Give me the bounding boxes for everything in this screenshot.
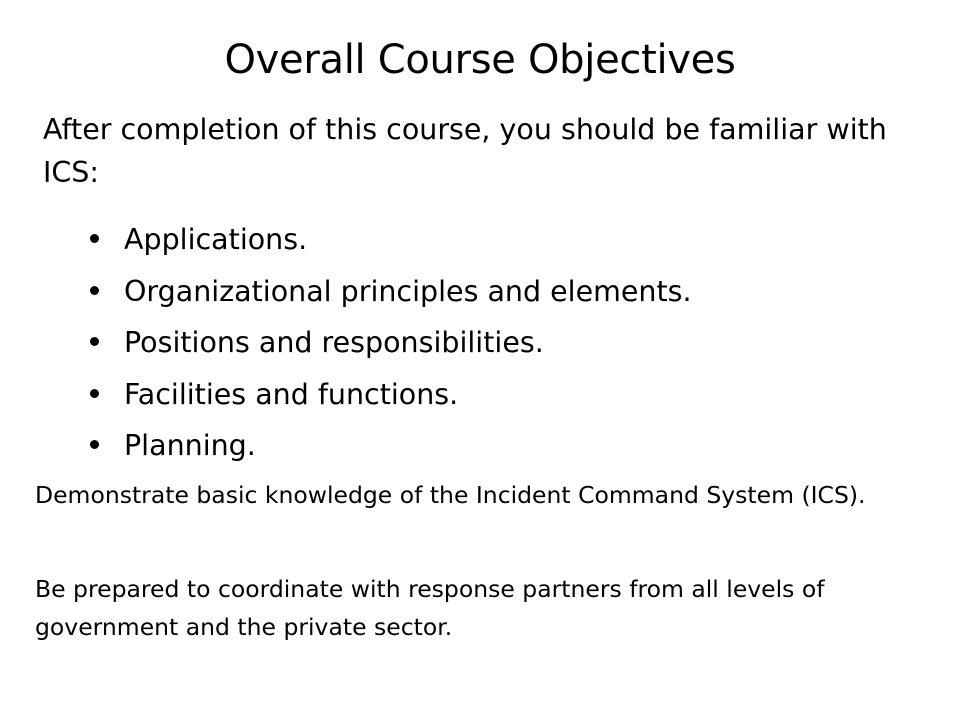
list-item (88, 266, 928, 318)
paragraph-ics-knowledge: Demonstrate basic knowledge of the Incident Command System (ICS). (35, 481, 866, 509)
bullet-icon (90, 440, 99, 449)
objectives-list (88, 214, 928, 472)
list-item-label: Applications. (124, 223, 308, 256)
list-item-label: Positions and responsibilities. (124, 326, 544, 359)
bullet-icon (90, 286, 99, 295)
bullet-icon (90, 389, 99, 398)
list-item (88, 317, 928, 369)
paragraph-coordination: Be prepared to coordinate with response partners from all levels of government and the private sector. (35, 575, 825, 641)
intro-text: After completion of this course, you should be familiar with ICS: (43, 113, 887, 189)
bullet-icon (90, 234, 99, 243)
slide-title: Overall Course Objectives (224, 37, 736, 83)
list-item (88, 420, 928, 472)
bullet-icon (90, 337, 99, 346)
list-item-label: Facilities and functions. (124, 377, 459, 411)
list-item (88, 369, 928, 421)
list-item-label: Organizational principles and elements. (124, 274, 692, 308)
list-item-label: Planning. (124, 429, 256, 462)
list-item (88, 214, 928, 266)
